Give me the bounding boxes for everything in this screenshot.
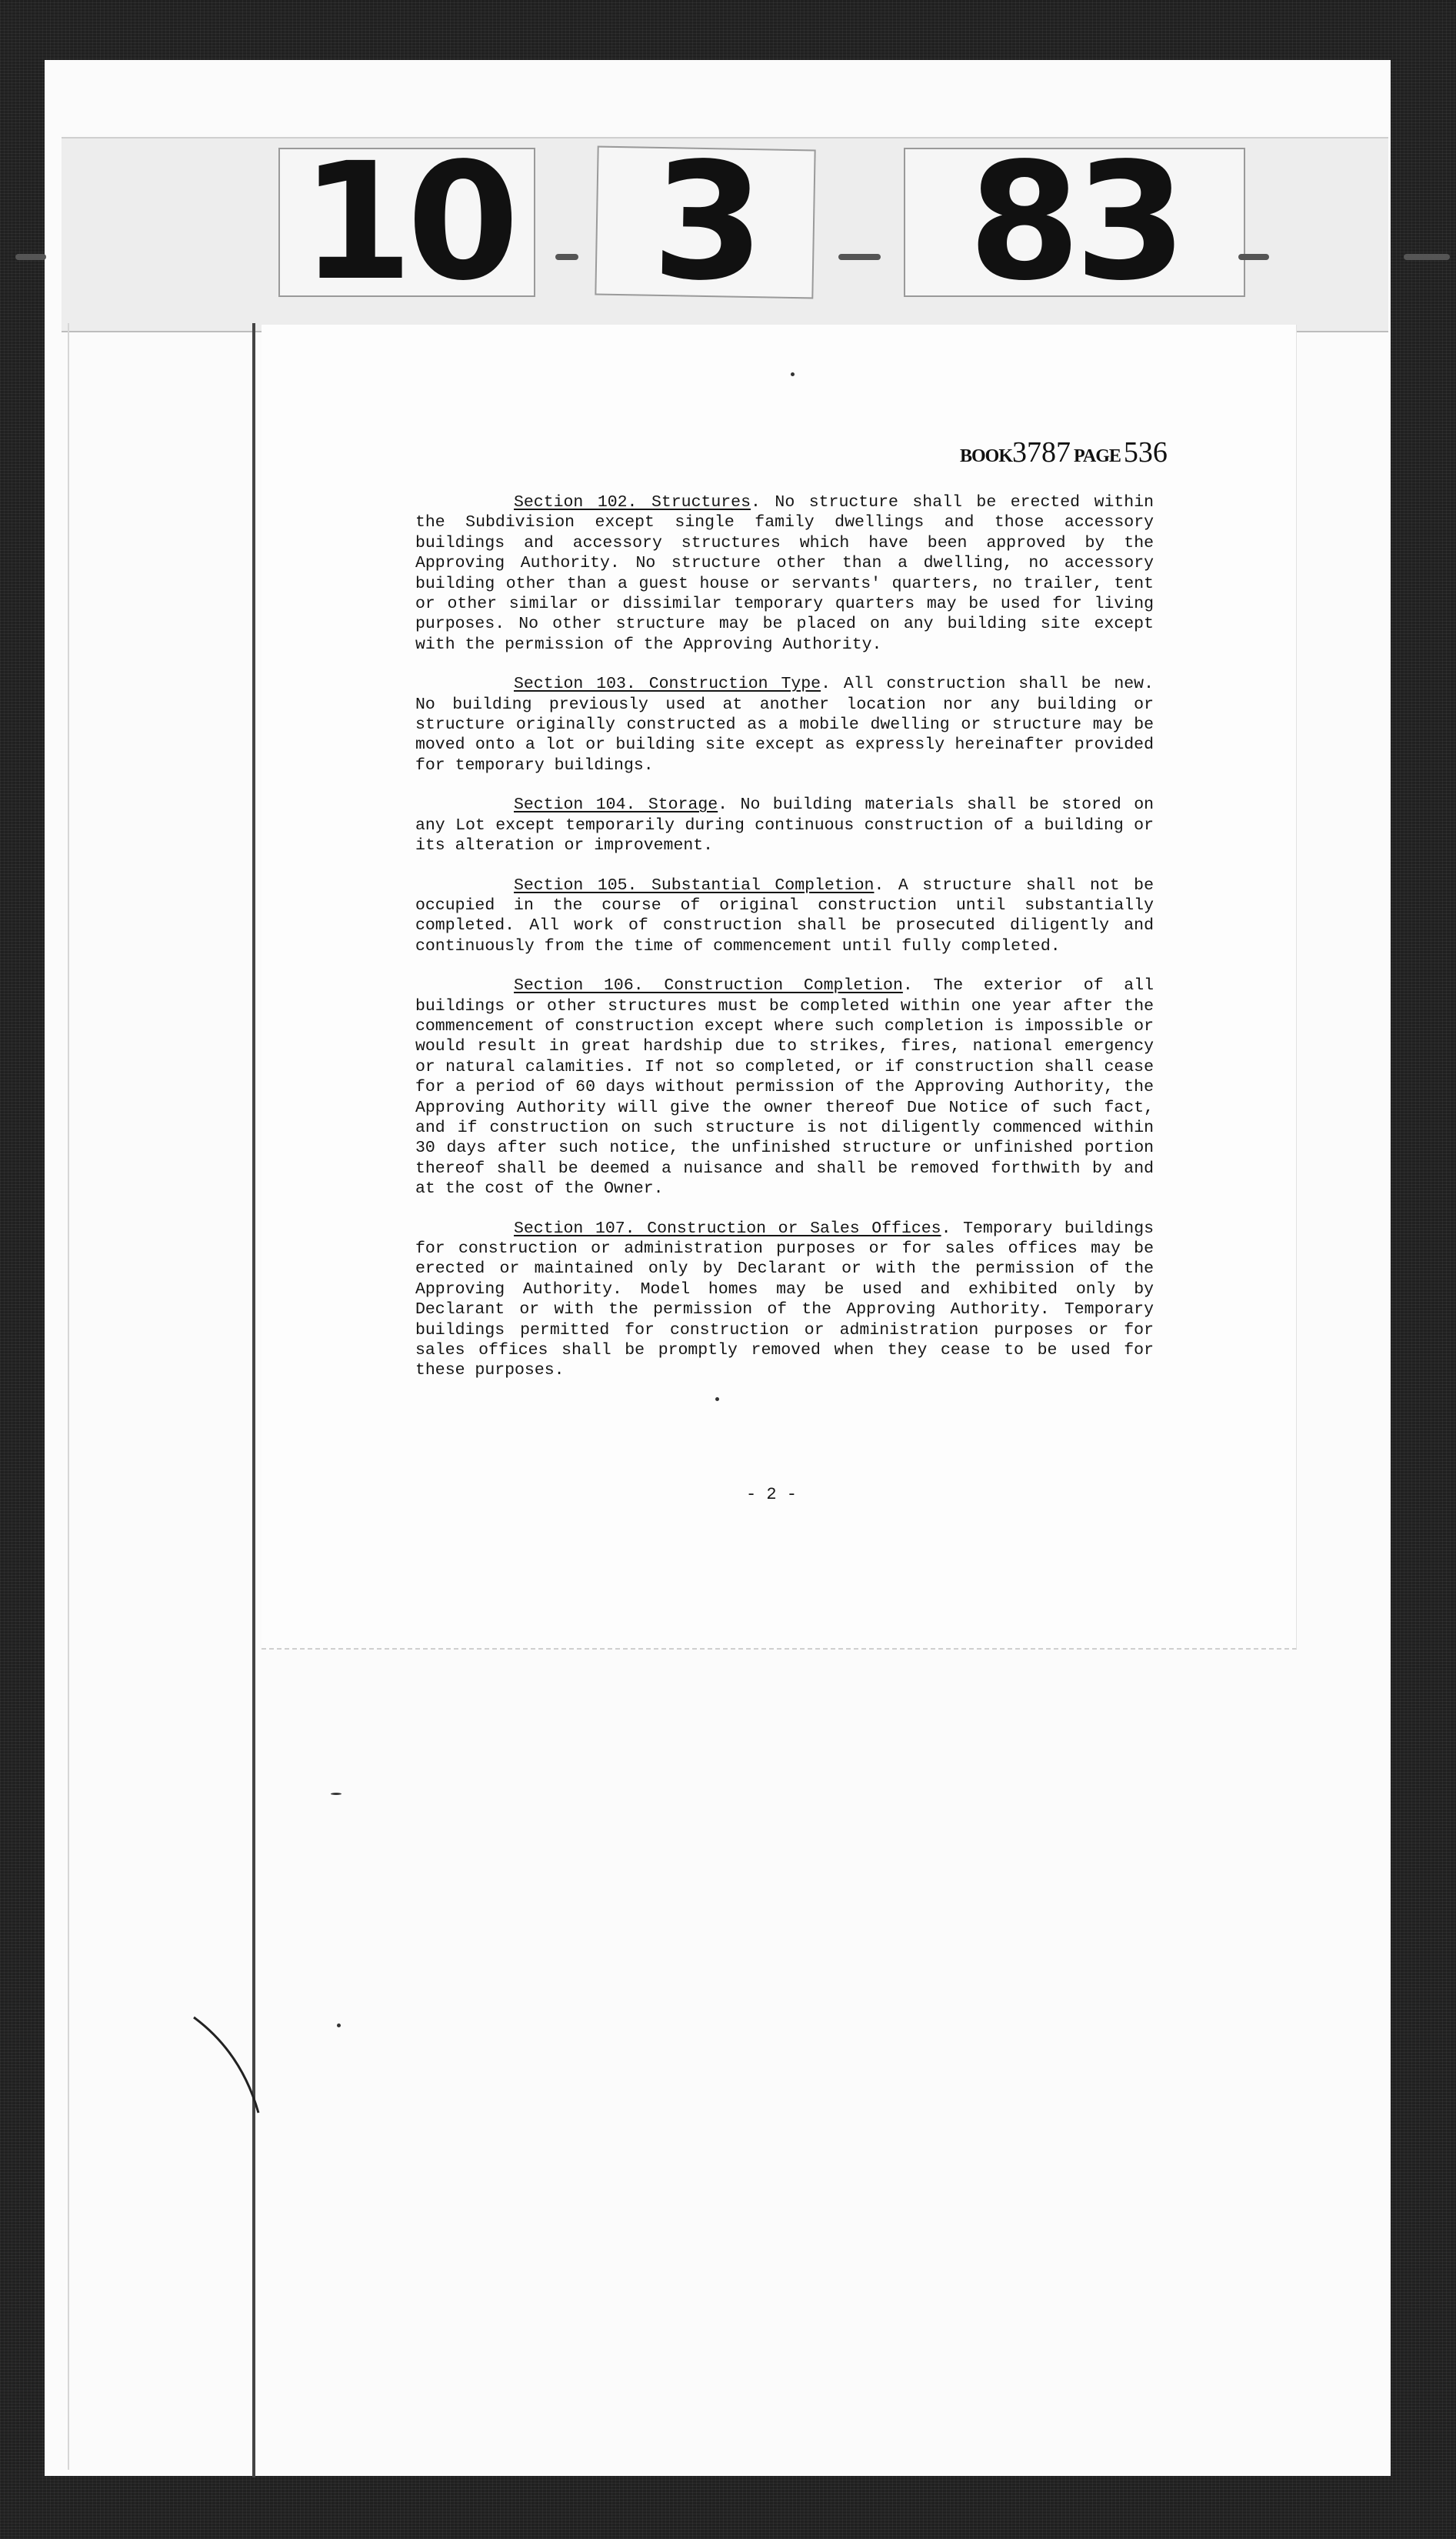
section-text: . No structure shall be erected within the Subdivision except single family dwellings and those accessory buildings and accessory structures which have been approved by the Approving Authority. No structure other than a dwelling, no accessory building other than a guest house or servants' quarters, no trailer, tent or other similar or dissimilar temporary quarters may be used for living purposes. No other structure may be placed on any building site except with the permission of the Approving Authority. <box>415 493 1154 654</box>
section-heading: Section 105. Substantial Completion <box>514 876 875 895</box>
page-number-ref: 536 <box>1123 436 1168 469</box>
section-paragraph <box>415 674 1154 776</box>
book-number: 3787 <box>1012 436 1071 469</box>
section-heading: Section 103. Construction Type <box>514 675 821 694</box>
frame-label-day: 3 <box>595 146 815 299</box>
section-paragraph <box>415 492 1154 655</box>
page-footer-number: - 2 - <box>746 1485 798 1504</box>
section-paragraph <box>415 795 1154 856</box>
section-heading: Section 107. Construction or Sales Offices <box>514 1219 941 1238</box>
strip-dash-mark <box>555 254 578 260</box>
stray-dash <box>331 1793 342 1795</box>
sheet-left-edge <box>68 323 69 2470</box>
sheet-guide-line <box>252 323 255 2477</box>
section-text: . A structure shall not be occupied in the course of original construction until substantially completed. All work of construction shall be prosecuted diligently and continuously from the time of commencement until fully completed. <box>415 876 1154 956</box>
book-page-reference <box>960 435 1168 469</box>
strip-dash-mark <box>1404 254 1450 260</box>
frame-label-year: 83 <box>904 148 1245 297</box>
stray-dot <box>337 2024 341 2027</box>
document-body <box>415 492 1154 1400</box>
section-heading: Section 102. Structures <box>514 493 751 512</box>
section-paragraph <box>415 1219 1154 1381</box>
section-text: . The exterior of all buildings or other structures must be completed within one year after the commencement of construction except where such completion is impossible or would result in great hardship due to strikes, fires, national emergency or natural calamities. If not so completed, or if construction shall cease for a period of 60 days without permission of the Approving Authority, the Approving Authority will give the owner thereof Due Notice of such fact, and if construction on such structure is not diligently commenced within 30 days after such notice, the unfinished structure or unfinished portion thereof shall be deemed a nuisance and shall be removed forthwith by and at the cost of the Owner. <box>415 976 1154 1199</box>
frame-label-month: 10 <box>278 148 535 297</box>
section-text: . All construction shall be new. No building previously used at another location nor any building or structure originally constructed as a mobile dwelling or structure may be moved onto a lot or building site except as expressly hereinafter provided for temporary buildings. <box>415 675 1154 775</box>
section-paragraph <box>415 876 1154 957</box>
section-heading: Section 106. Construction Completion <box>514 976 903 996</box>
section-text: . Temporary buildings for construction or administration purposes or for sales offices may be erected or maintained only by Declarant or with the permission of the Approving Authority. Model homes may be used and exhibited only by Declarant or with the permission of the Approving Authority. Temporary buildings permitted for construction or administration purposes or for sales offices shall be promptly removed when they cease to be used for these purposes. <box>415 1219 1154 1380</box>
section-heading: Section 104. Storage <box>514 796 718 815</box>
section-paragraph <box>415 976 1154 1199</box>
strip-dash-mark <box>15 254 46 260</box>
section-text: . No building materials shall be stored on any Lot except temporarily during continuous construction of a building or its alteration or improvement. <box>415 796 1154 856</box>
stray-dot <box>715 1397 719 1401</box>
book-label: BOOK <box>960 446 1013 466</box>
strip-dash-mark <box>1238 254 1269 260</box>
strip-dash-mark <box>838 254 881 260</box>
stray-dot <box>791 372 795 376</box>
pen-stroke-mark <box>192 2016 262 2116</box>
page-label: PAGE <box>1074 446 1121 466</box>
